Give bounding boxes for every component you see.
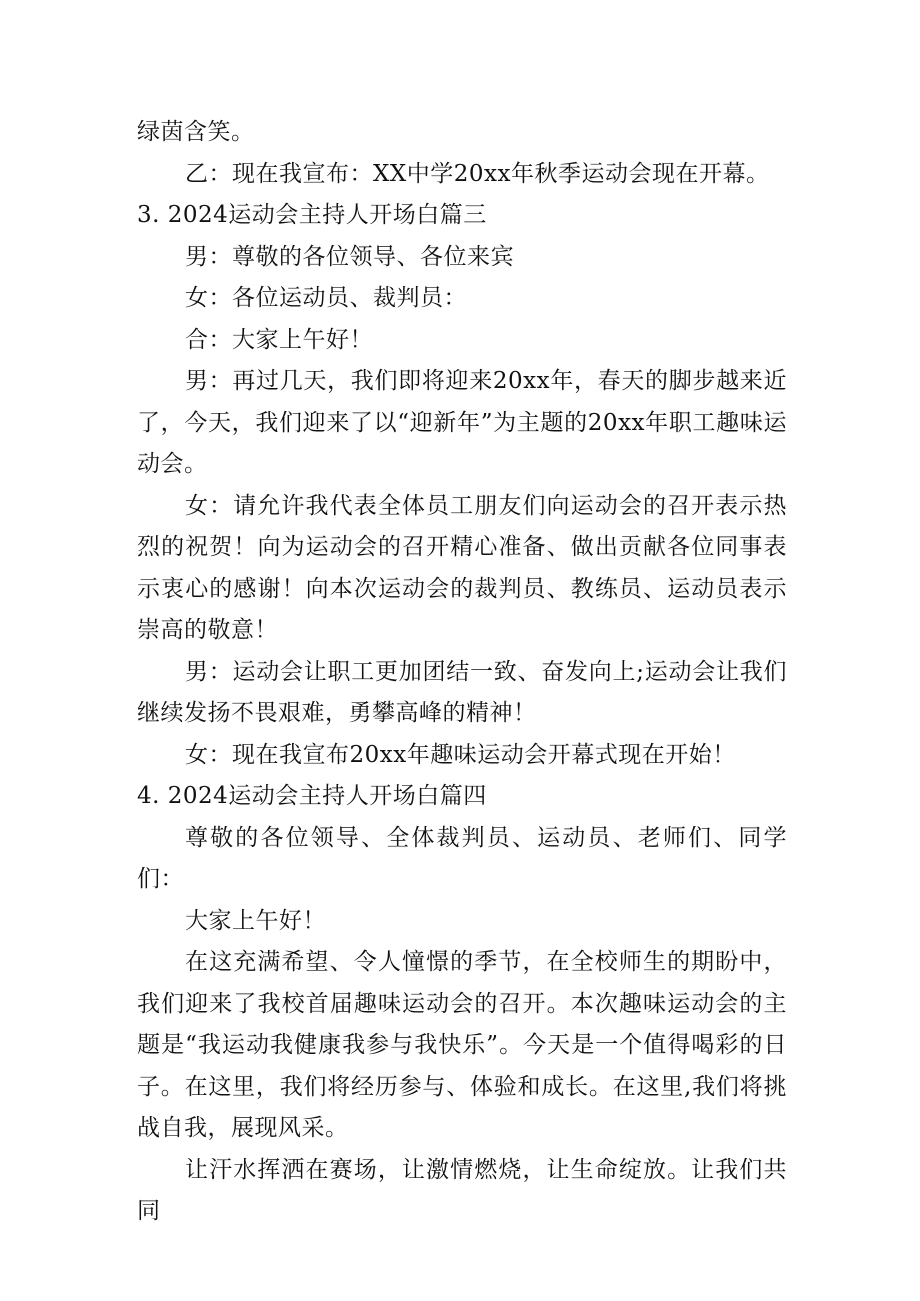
- paragraph-announcement-yi: 乙：现在我宣布：XX中学20xx年秋季运动会现在开幕。: [185, 160, 770, 187]
- paragraph-theme: 在这充满希望、令人憧憬的季节，在全校师生的期盼中，我们迎来了我校首届趣味运动会的召开。本次趣味运动会的主题是“我运动我健康我参与我快乐”。今天是一个值得喝彩的日子。在这里，我们将经历参与、体验和成长。在这里,我们将挑战自我，展现风采。: [137, 949, 787, 1141]
- paragraph-together-greeting: 合：大家上午好！: [185, 326, 373, 353]
- paragraph-male-greeting: 男：尊敬的各位领导、各位来宾: [185, 243, 514, 270]
- section-heading-4: 4. 2024运动会主持人开场白篇四: [137, 783, 487, 809]
- paragraph-salutation: 尊敬的各位领导、全体裁判员、运动员、老师们、同学们：: [137, 824, 787, 892]
- paragraph-female-congrats: 女：请允许我代表全体员工朋友们向运动会的召开表示热烈的祝贺！向为运动会的召开精心准备、做出贡献各位同事表示衷心的感谢！向本次运动会的裁判员、教练员、运动员表示崇高的敬意！: [137, 492, 787, 643]
- paragraph-closing-partial: 让汗水挥洒在赛场，让激情燃烧，让生命绽放。让我们共同: [137, 1156, 787, 1224]
- paragraph-male-intro: 男：再过几天，我们即将迎来20xx年，春天的脚步越来近了，今天，我们迎来了以“迎新年”为主题的20xx年职工趣味运动会。: [137, 368, 787, 477]
- paragraph-continuation: 绿茵含笑。: [137, 119, 255, 145]
- paragraph-female-opening: 女：现在我宣布20xx年趣味运动会开幕式现在开始！: [185, 741, 736, 768]
- paragraph-male-spirit: 男：运动会让职工更加团结一致、奋发向上;运动会让我们继续发扬不畏艰难，勇攀高峰的精神！: [137, 658, 787, 726]
- paragraph-good-morning: 大家上午好！: [185, 907, 326, 934]
- section-heading-3: 3. 2024运动会主持人开场白篇三: [137, 202, 487, 228]
- document-page: [137, 112, 787, 1233]
- paragraph-female-greeting: 女：各位运动员、裁判员：: [185, 285, 467, 311]
